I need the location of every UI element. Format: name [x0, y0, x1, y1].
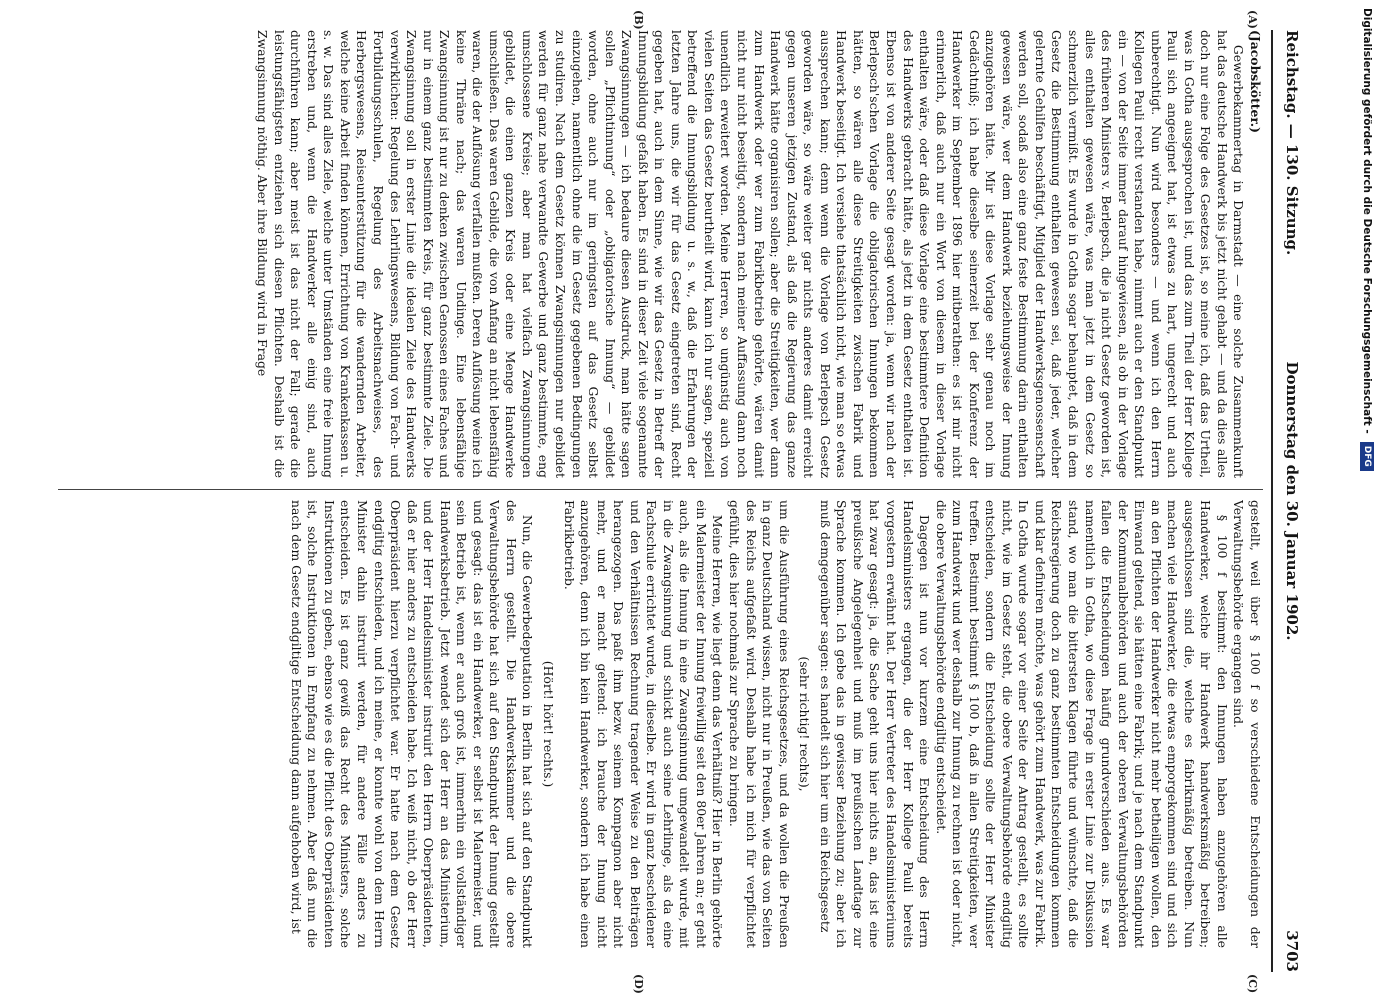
interjection: (sehr richtig! rechts),: [797, 656, 813, 792]
right-column: [53, 500, 1263, 948]
marker-d: (D): [632, 974, 645, 994]
right-paragraph: um die Ausführung eines Reichsgesetzes, und da wollen die Preußen in ganz Deutschland wissen, nicht nur in Preußen, wie das von Seiten des Reichs aufgefaßt wird. Deshalb habe ich mich für verpflichtet gefühlt, dies hier nochmals zur Sprache zu bringen.: [727, 500, 792, 948]
right-paragraph: Nun, die Gewerbedeputation in Berlin hat sich auf den Standpunkt des Herrn gestellt. Die Handwerkskammer und die obere Verwaltungsbehörde hat sich auf den Standpunkt der Innung gestellt und gesagt: das ist ein Handwerker, er selbst ist Malermeister, und sein Betrieb ist, wenn er auch groß ist, immerhin ein vollständiger Handwerksbetrieb. Jetzt wendet sich der Herr an das Ministerium, und der Herr Handelsminister instruirt den Herrn Oberpräsidenten, daß er hier anders zu entscheiden habe. Ich weiß nicht, ob der Herr Oberpräsident hierzu verpflichtet war. Er hatte nach dem Gesetz endgiltig entschieden, und ich meine, er konnte wohl von dem Herrn Minister dahin instruirt werden, für andere Fälle anders zu entscheiden. Es ist ganz gewiß das Recht des Ministers, solche Instruktionen zu geben, ebenso wie es die Pflicht des Oberpräsidenten ist, solche Instruktionen in Empfang zu nehmen. Aber daß nun die nach dem Gesetz endgiltige Entscheidung dann aufgehoben wird, ist: [288, 500, 536, 948]
right-paragraph: gestellt, weil über § 100 f so verschiedene Entscheidungen der Verwaltungsbehörde ergangen sind.: [1231, 500, 1263, 948]
marker-b: (B): [632, 10, 645, 30]
column-divider: [58, 489, 1263, 490]
page-header: [1271, 30, 1307, 972]
page-number: 3703: [1283, 930, 1301, 972]
header-left: Reichstag. — 130. Sitzung.: [1283, 30, 1301, 256]
speaker-name: (Jacobskötter.): [1248, 30, 1263, 133]
digitization-text: Digitalisierung gefördert durch die Deutsche Forschungsgemeinschaft -: [1361, 8, 1373, 434]
dfg-logo: DFG: [1360, 442, 1374, 471]
right-paragraph: Meine Herren, wie liegt denn das Verhältniß? Hier in Berlin gehörte ein Malermeister der Innung freiwillig seit den 80er Jahren an; er geht auch, als die Innung in eine Zwangsinnung umgewandelt wurde, mit in die Zwangsinnung und schickt auch seine Lehrlinge, als da eine Fachschule errichtet wurde, in dieselbe. Er wird in ganz bescheidener und den Verhältnissen Rechnung tragender Weise zu den Beiträgen herangezogen. Das paßt ihm bezw. seinem Kompagnon aber nicht mehr, und er macht geltend: ich brauche der Innung nicht anzugehören, denn ich bin kein Handwerker, sondern ich habe einen Fabrikbetrieb.: [561, 500, 726, 948]
header-date: Donnerstag den 30. Januar 1902.: [1283, 361, 1301, 641]
marker-c: (C): [1246, 974, 1259, 994]
scanned-page: [35, 8, 1325, 992]
right-paragraph: § 100 f bestimmt: den Innungen haben anzugehören alle Handwerker, welche ihr Handwerk handwerksmäßig betreiben; ausgeschlossen sind die, welche es fabrikmäßig betreiben. Nun machen viele Handwerker, die etwas emporgekommen sind und sich an den Pflichten der Handwerker nicht mehr betheiligen wollen, den Einwand geltend, sie hätten eine Fabrik; und je nach dem Standpunkt der Kommunalbehörden und auch der oberen Verwaltungsbehörden fallen die Entscheidungen häufig grundverschieden aus. Es war namentlich in Gotha, wo diese Frage in erster Linie zur Diskussion stand, wo man die bittersten Klagen führte und wünschte, daß die Reichsregierung doch zu ganz bestimmten Entscheidungen kommen und klar definiren möchte, was gehört zum Handwerk, was zur Fabrik. In Gotha wurde sogar vor einer Seite der Antrag gestellt, es sollte nicht, wie im Gesetz steht, die obere Verwaltungsbehörde endgiltig entscheiden, sondern die Entscheidung sollte der Herr Minister treffen. Bestimmt bestimmt § 100 b, daß in allen Streitigkeiten, wer zum Handwerk und wer deshalb zur Innung zu rechnen ist oder nicht, die obere Verwaltungsbehörde endgiltig entscheidet.: [933, 500, 1230, 948]
left-paragraph: Gewerbekammertag in Darmstadt — eine solche Zusammenkunft hat das deutsche Handwerk bis jetzt nicht gehabt — und da dies alles doch nur eine Folge des Gesetzes ist, so meine ich, daß das Urtheil, was in Gotha ausgesprochen ist, und das zum Theil der Herr Kollege Pauli sich angeeignet hat, ist etwas zu hart, ungerecht und auch unberechtigt. Nun wird besonders — und wenn ich den Herrn Kollegen Pauli recht verstanden habe, nimmt auch er den Standpunkt ein — von der Seite immer darauf hingewiesen, als ob in der Vorlage des früheren Ministers v. Berlepsch, die ja nicht Gesetz geworden ist, alles enthalten gewesen wäre, was man jetzt in dem Gesetz so schmerzlich vermißt. Es wurde in Gotha sogar behauptet, daß in dem Gesetz die Bestimmung enthalten gewesen sei, daß jeder, welcher gelernte Gehilfen beschäftigt, Mitglied der Handwerksgenossenschaft werden soll, sodaß also eine ganz feste Bestimmung darin enthalten gewesen wäre, wer dem Handwerk beziehungsweise der Innung anzugehören hätte. Mir ist diese Vorlage sehr genau noch im Gedächtniß; ich habe dieselbe seinerzeit bei der Konferenz der Handwerker im September 1896 hier mitberathen: es ist mir nicht erinnerlich, daß auch nur ein Wort von diesem in dieser Vorlage enthalten wäre, oder daß diese Vorlage eine bestimmtere Definition des Handwerks gebracht hätte, als jetzt in dem Gesetz enthalten ist. Ebenso ist von anderer Seite gesagt worden: ja, wenn wir nach der Berlepsch'schen Vorlage die obligatorischen Innungen bekommen hätten, so wären alle diese Streitigkeiten zwischen Fabrik und Handwerk beseitigt. Ich versiehe thatsächlich nicht, wie man so etwas aussprechen kann; denn wenn die Vorlage von Berlepsch Gesetz geworden wäre, so wäre weiter gar nichts anderes damit erreicht gegen unseren jetzigen Zustand, als daß die Regierung das ganze Handwerk hätte organisiren sollen; aber die Streitigkeiten, wer dann zum Handwerk oder wer zum Fabrikbetrieb gehörte, wären damit nicht nur nicht beseitigt, sondern nach meiner Auffassung dann noch unendlich erweitert worden. Meine Herren, so ungünstig auch von vielen Seiten das Gesetz beurtheilt wird, kann ich nur sagen, speziell betreffend die Innungsbildung u. s. w., daß die Erfahrungen der letzten Jahre uns, die wir für das Gesetz eingetreten sind, Recht gegeben hat, auch in dem Sinne, wie wir das Gesetz in Betreff der Innungsbildung gefaßt haben. Es sind in dieser Zeit viele sogenannte Zwangsinnungen — ich bedaure diesen Ausdruck, man hätte sagen sollen „Pflichtinnung“ oder „obligatorische Innung“ — gebildet worden, ohne auch nur im geringsten auf das Gesetz selbst einzugehen, namentlich ohne die im Gesetz gegebenen Bedingungen zu studiren. Nach dem Gesetz können Zwangsinnungen nur gebildet werden für ganz nahe verwandte Gewerbe und ganz bestimmte, eng umschlossene Kreise; aber man hat vielfach Zwangsinnungen gebildet, die einen ganzen Kreis oder eine Menge Handwerke umschließen. Das waren Gebilde, die von Anfang an nicht lebensfähig waren, die der Auflösung verfallen mußten. Deren Auflösung weine ich keine Thräne nach; das waren Undinge. Eine lebensfähige Zwangsinnung ist nur zu denken zwischen Genossen eines Faches und nur in einem ganz bestimmten Kreis, für ganz bestimmte Ziele. Die Zwangsinnung soll in erster Linie die idealen Ziele des Handwerks verwirklichen: Regelung des Lehrlingswesens, Bildung von Fach- und Fortbildungsschulen, Regelung des Arbeitsnachweises, des Herbergswesens, Reiseunterstützung für die wandernden Arbeiter, welche keine Arbeit finden können, Errichtung von Krankenkassen u. s. w. Das sind alles Ziele, welche unter Umständen eine freie Innung erstreben und, wenn die Handwerker alle einig sind, auch durchführen kann; aber meist ist das nicht der Fall; gerade die leistungsfähigsten entziehen sich diesen Pflichten. Deshalb ist die Zwangsinnung nöthig. Aber ihre Bildung wird in Frage: [255, 30, 1247, 478]
marker-a: (A): [1246, 10, 1259, 29]
interjection: (Hört! hört! rechts.): [541, 660, 557, 788]
rotated-content: [35, 8, 1325, 992]
right-paragraph: Dagegen ist nun vor kurzem eine Entscheidung des Herrn Handelsministers ergangen, die der Herr Kollege Pauli bereits vorgestern erwähnt hat. Der Herr Vertreter des Handelsministeriums hat zwar gesagt: ja, die Sache geht uns hier nichts an, das ist eine preußische Angelegenheit und muß im preußischen Landtage zur Sprache kommen. Ich gebe das in gewisser Beziehung zu; aber ich muß demgegenüber sagen: es handelt sich hier um ein Reichsgesetz: [817, 500, 933, 948]
digitization-note: [1355, 8, 1379, 992]
left-column: [53, 30, 1263, 478]
